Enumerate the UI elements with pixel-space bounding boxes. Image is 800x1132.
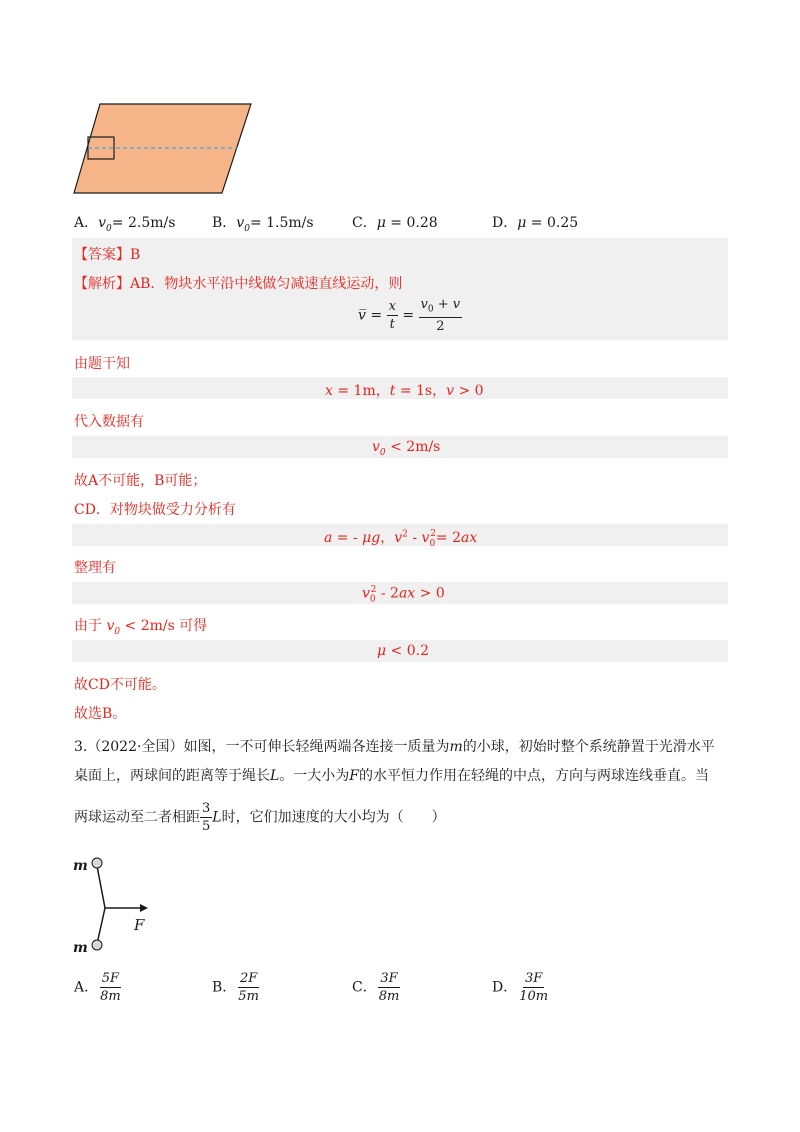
equation-average-velocity: v̅ = $\frac{x}{t}$ = $\frac{v_0 + v}{2}$ (358, 297, 461, 334)
final-choice-line: 故选B。 (74, 706, 127, 722)
q2-option-b[interactable]: B．$v_0= 1.5m/s$ (212, 215, 314, 234)
equation-force: a = - μg，$v^2 - v_0^2= 2ax$ (324, 529, 478, 549)
label-F: F (134, 916, 145, 934)
given-line: 由题干知 (74, 356, 130, 372)
board-figure (70, 100, 260, 198)
force-arrowhead (140, 904, 148, 912)
equation-given: x = 1m，t = 1s，v > 0 (325, 383, 484, 399)
substitute-line: 代入数据有 (74, 414, 144, 430)
ab-conclusion-line: 故A不可能，B可能； (74, 473, 207, 489)
since-line: 由于 $v_0 < 2m/s$ 可得 (74, 618, 208, 637)
q2-option-c[interactable]: C．μ = 0.28 (352, 215, 438, 231)
equation-arranged: $v_0^2 - 2ax > 0$ (362, 585, 445, 605)
rope-balls-figure (70, 852, 160, 956)
ball-top (92, 858, 102, 868)
rope-upper (97, 866, 105, 908)
q3-line-1: 3.（2022·全国）如图，一不可伸长轻绳两端各连接一质量为m的小球，初始时整个系统静置于光滑水平 (74, 739, 715, 755)
label-m-bottom: m (73, 940, 88, 956)
q3-option-d[interactable]: D． $\frac{3F}{10m}$ (492, 971, 549, 1004)
cd-conclusion-line: 故CD不可能。 (74, 677, 166, 693)
q2-option-d[interactable]: D．μ = 0.25 (492, 215, 579, 231)
q3-line-2: 桌面上，两球间的距离等于绳长L。一大小为F的水平恒力作用在轻绳的中点，方向与两球连线垂直。当 (74, 768, 710, 784)
q3-line-3: 两球运动至二者相距 $\frac{3}{5}$ L时，它们加速度的大小均为（ ） (74, 801, 446, 834)
label-m-top: m (73, 858, 88, 874)
rope-lower (97, 908, 105, 944)
q3-option-a[interactable]: A． $\frac{5F}{8m}$ (74, 971, 121, 1004)
cd-analysis-line: CD．对物块做受力分析有 (74, 502, 236, 518)
q2-option-a[interactable]: A．$v_0= 2.5m/s$ (74, 215, 176, 234)
q3-option-c[interactable]: C． $\frac{3F}{8m}$ (352, 971, 400, 1004)
answer-line: 【答案】B (74, 247, 141, 263)
analysis-line: 【解析】AB．物块水平沿中线做匀减速直线运动，则 (74, 276, 403, 292)
ball-bottom (92, 940, 102, 950)
arrange-line: 整理有 (74, 560, 116, 576)
q3-option-b[interactable]: B． $\frac{2F}{5m}$ (212, 971, 259, 1004)
equation-mu: μ < 0.2 (377, 643, 430, 659)
equation-v0: $v_0 < 2m/s$ (372, 439, 441, 458)
